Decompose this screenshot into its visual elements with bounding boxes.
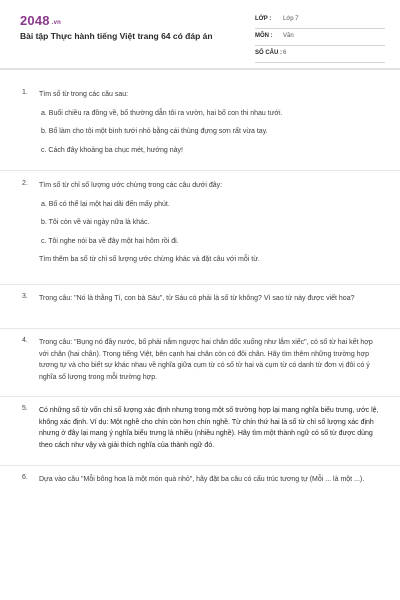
question-body [39, 474, 379, 486]
question-number: 1. [22, 89, 28, 96]
question-option: a. Bố có thể lại một hai dãi đến mấy phút. [41, 200, 170, 208]
question-body [39, 180, 379, 266]
question-text: Dựa vào câu "Mỗi bông hoa là một món quà nhỏ", hãy đặt ba câu có cấu trúc tương tự (Mỗi ... là một ...). [39, 476, 365, 483]
meta-row-class [255, 12, 385, 29]
question-divider [0, 328, 400, 329]
question-option: a. Buổi chiều ra đồng về, bố thường dẫn tôi ra vườn, hai bố con thi nhau tưới. [41, 109, 283, 117]
question-body [39, 293, 379, 305]
question-text: Tìm số từ trong các câu sau: [39, 91, 129, 98]
meta-key: SỐ CÂU : [255, 50, 282, 56]
meta-value: Văn [283, 33, 294, 39]
meta-key: MÔN : [255, 33, 273, 39]
question-option: c. Cách đây khoảng ba chục mét, hướng này! [41, 146, 183, 154]
header-divider [0, 68, 400, 70]
logo-main-text: 2048 [20, 13, 50, 28]
question-divider [0, 170, 400, 171]
question-option: c. Tôi nghe nói ba về đây một hai hôm rồi đi. [41, 237, 179, 245]
question-text: Trong câu: "Nó là thằng Tí, con bà Sáu", từ Sáu có phải là số từ không? Vì sao từ này được viết hoa? [39, 295, 355, 302]
question-divider [0, 284, 400, 285]
question-number: 3. [22, 293, 28, 300]
question-divider [0, 396, 400, 397]
question-text: Có những số từ vốn chỉ số lượng xác định nhưng trong một số trường hợp lại mang nghĩa biểu trưng, ước lệ, không xác định. Ví dụ: Một nghề cho chín còn hơn chín nghề. Từ chín thứ hai là số từ chỉ số lượng xác định nhưng ở đây lại mang ý nghĩa biểu trưng là nhiều (nhiều nghề). Hãy tìm một thành ngữ có số từ được dùng theo cách như vậy và giải thích nghĩa của thành ngữ đó. [39, 407, 379, 449]
meta-key: LỚP : [255, 16, 272, 22]
question-number: 5. [22, 405, 28, 412]
question-body [39, 405, 379, 451]
meta-table [255, 12, 385, 63]
meta-row-count [255, 46, 385, 63]
question-option: b. Tôi còn về vài ngày nữa là khác. [41, 219, 150, 226]
question-extra: Tìm thêm ba số từ chỉ số lượng ước chừng khác và đặt câu với mỗi từ. [39, 256, 260, 263]
question-number: 4. [22, 337, 28, 344]
meta-row-subject [255, 29, 385, 46]
question-divider [0, 465, 400, 466]
logo-sub-text: .vn [51, 20, 62, 26]
question-option: b. Bố làm cho tôi một bình tưới nhỏ bằng cái thùng đựng sơn rất vừa tay. [41, 128, 268, 135]
question-text: Trong câu: "Bụng nó đầy nước, bố phải nắm ngược hai chân dốc xuống như lắm xiếc", có số từ hai kết hợp với chân (hai chân). Trong tiếng Việt, bên cạnh hai chân còn có đôi chân. Hãy tìm thêm những trường hợp tương tự và cho biết sự khác nhau về nghĩa giữa cụm từ có số từ hai và cụm từ có danh từ đơn vị đôi có ý nghĩa số lượng trong mỗi trường hợp. [39, 339, 373, 381]
question-body [39, 89, 379, 156]
meta-value: Lớp 7 [283, 16, 299, 22]
meta-value: 6 [283, 50, 287, 56]
question-number: 6. [22, 474, 28, 481]
page-header [0, 0, 400, 70]
site-logo[interactable] [20, 13, 61, 28]
question-number: 2. [22, 180, 28, 187]
document-title: Bài tập Thực hành tiếng Việt trang 64 có đáp án [20, 31, 213, 41]
question-body [39, 337, 379, 383]
question-text: Tìm số từ chỉ số lượng ước chừng trong các câu dưới đây: [39, 182, 223, 189]
